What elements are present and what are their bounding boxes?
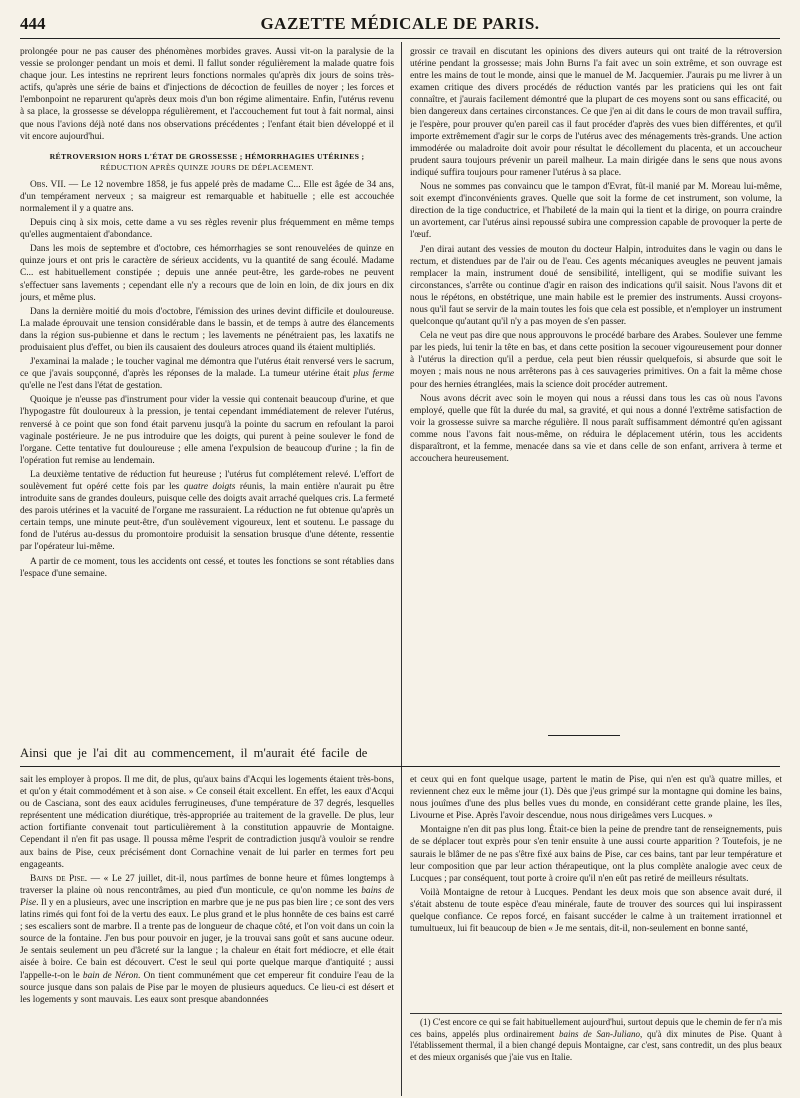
bottom-right-column — [410, 774, 782, 1010]
subsection-label: Bains de Pise. — [30, 873, 88, 884]
section-title-line: RÉTROVERSION HORS L'ÉTAT DE GROSSESSE ; HÉMORRHAGIES UTÉRINES ; — [49, 151, 365, 161]
paragraph: Cela ne veut pas dire que nous approuvons le procédé barbare des Arabes. Soulever une femme par les pieds, lui tenir la tête en bas, et dans cette position la secouer vigoureusement pour donner à l'utérus la direction qu'il a perdue, cela peut bien réussir quelquefois, si absurde que soit le moyen ; mais nous ne nous arrêterons pas à ces sauvageries primitives. On a fait la même chose pour des hernies étranglées, mais la science doit procéder autrement. — [410, 331, 782, 390]
emphasis: bains de San-Juliano — [559, 1028, 641, 1039]
page-header — [20, 12, 780, 39]
paragraph — [20, 873, 394, 1006]
text-run: La deuxième tentative de réduction fut heureuse ; l'utérus fut complétement relevé. L'effort de soulèvement fut opéré cette fois par les — [20, 469, 394, 492]
emphasis: quatre doigts — [183, 482, 236, 492]
horizontal-divider — [20, 766, 780, 767]
section-subtitle: RÉDUCTION APRÈS QUINZE JOURS DE DÉPLACEMENT. — [100, 162, 314, 172]
journal-title: GAZETTE MÉDICALE DE PARIS. — [260, 14, 540, 33]
paragraph: Nous avons décrit avec soin le moyen qui nous a réussi dans tous les cas où nous l'avons employé, quelle que fût la durée du mal, sa gravité, et qui nous a donné l'extrême satisfaction de voir la grossesse suivre sa marche régulière. Il nous paraît suffisamment démontré qu'en agissant comme nous l'avons fait nous-même, on réduira le déplacement utérin, tous les accidents disparaîtront, et la femme, menacée dans sa vie et dans celle de son enfant, arrivera à terme et accouchera heureusement. — [410, 393, 782, 465]
section-title — [20, 151, 394, 173]
text-run: (1) C'est encore ce qui se fait habituellement aujourd'hui, surtout depuis que le chemin de fer n'a mis ces bains, appelés plus ordinairement — [410, 1017, 782, 1039]
column-divider-bottom — [401, 770, 402, 1096]
text-run: . On tient communément que cet empereur fit conduire l'eau de la source jusque dans son palais de Pise par le moyen de plusieurs aqueducs. Ce lieu-ci est désert et les logements y sont mauvais. Les eaux sont presque abandonnées — [20, 970, 394, 1005]
top-right-column — [410, 46, 782, 674]
paragraph: J'en dirai autant des vessies de mouton du docteur Halpin, introduites dans le vagin ou dans le rectum, et distendues par de l'air ou de l'eau. Ces agents mécaniques aveugles ne peuvent jamais remplacer la main, instrument doué de sensibilité, intelligent, qui se modifie suivant les circonstances, s'arrête ou continue d'agir en raison des indications qu'il saisit. Nous l'avons dit et nous le répétons, en obstétrique, une main habile est le premier des instruments. Aussi croyons-nous qu'il faut se servir de la main toutes les fois que cela est possible, et n'employer un instrument quelconque qu'autant qu'il n'y a pas moyen de s'en passer. — [410, 244, 782, 328]
top-left-column — [20, 46, 394, 758]
text-run: qu'elle ne l'est dans l'état de gestation. — [20, 381, 163, 392]
paragraph: Voilà Montaigne de retour à Lucques. Pendant les deux mois que son absence avait duré, il s'était abstenu de toute espèce d'eau minérale, faute de trouver des sources qui lui inspirassent quelque confiance. Ce repos forcé, en faisant succéder le calme à un traitement irrationnel et tumultueux, lui fit beaucoup de bien « Je me sentais, dit-il, non-seulement en bonne santé, — [410, 887, 782, 935]
column-divider-top — [401, 42, 402, 772]
footnote-text — [410, 1017, 782, 1063]
paragraph: Nous ne sommes pas convaincu que le tampon d'Evrat, fût-il manié par M. Moreau lui-même, soit exempt d'inconvénients graves. Quelle que soit la forme de cet instrument, son volume, la direction de la tige conductrice, et l'habileté de la main qui la tient et la dirige, on pourra craindre un avortement, car l'utérus ainsi repoussé subira une compression capable de provoquer la perte de l'œuf. — [410, 182, 782, 241]
observation-label: Obs. VII. — [30, 179, 66, 190]
text-run: — « Le 27 juillet, dit-il, nous partîmes de bonne heure et fûmes longtemps à traverser la plaine où nous rencontrâmes, au pied d'un monticule, ce qu'on nomme les — [20, 873, 394, 896]
paragraph: Quoique je n'eusse pas d'instrument pour vider la vessie qui contenait beaucoup d'urine, et que l'hypogastre fût douloureux à la pression, je tentai cependant immédiatement de relever l'utérus, renversé à ce point que son fond était parvenu jusqu'à la pointe du sacrum en refoulant la paroi vaginale postérieure. Je ne pus introduire que les doigts, qui purent à peine soulever le fond de l'organe. Cette tentative fut douloureuse ; elle amena l'expulsion de beaucoup d'urine ; la fin de l'opération fut remise au lendemain. — [20, 395, 394, 466]
paragraph: Dans les mois de septembre et d'octobre, ces hémorrhagies se sont renouvelées de quinze en quinze jours et ont pris le caractère de sérieux accidents, vu la quantité de sang écoulé. Madame C... est habituellement constipée ; depuis une année peut-être, les garde-robes ne peuvent s'effectuer sans lavements ; cependant elle n'y a recours que de loin en loin, de dix jours en dix jours, et même plus. — [20, 244, 394, 303]
paragraph: A partir de ce moment, tous les accidents ont cessé, et toutes les fonctions se sont rétablies dans l'espace d'une semaine. — [20, 556, 394, 579]
paragraph — [20, 356, 394, 392]
paragraph: sait les employer à propos. Il me dit, de plus, qu'aux bains d'Acqui les logements étaient très-bons, et qu'on y était commodément et à son aise. » Ce conseil était excellent. En effet, les eaux d'Acqui ou de Casciana, sont des eaux acidules ferrugineuses, d'une température de 37 degrés, lesquelles représentent une médication diurétique, très-appropriée au traitement de la gravelle. De plus, leur action fortifiante convenait tout particulièrement à la constitution appauvrie de Montaigne. Cependant il n'en fit pas usage. Il poussa même l'esprit de contradiction jusqu'à vouloir se rendre aux bains de Pise, ceux précisément dont Cornachine venait de lui parler en termes fort peu engageants. — [20, 775, 394, 870]
paragraph — [20, 469, 394, 554]
emphasis: bains de Pise — [20, 885, 394, 908]
text-run: , qu'à dix minutes de Pise. Quant à l'établissement thermal, il a bien changé depuis Montaigne, car c'est, sans contredit, un des plus beaux et des mieux organisés que j'aie vus en Italie. — [410, 1028, 782, 1062]
emphasis: plus ferme — [353, 369, 394, 380]
footnote — [410, 1017, 782, 1095]
paragraph: Depuis cinq à six mois, cette dame a vu ses règles revenir plus fréquemment en même temps qu'elles augmentaient d'abondance. — [20, 218, 394, 241]
text-run: . Il y en a plusieurs, avec une inscription en marbre que je ne pus pas bien lire ; ce sont des vers latins rimés qui font foi de la vertu des eaux. Le plus grand et le plus honnête de ces bains est carré ; ses escaliers sont de marbre. Il a trente pas de longueur de chaque côté, et l'on voit dans un coin la source de la fontaine. J'en bus pour pouvoir en juger, je la trouvai sans goût et sans aucune odeur. Je sentais seulement un peu d'âcreté sur la langue ; la chaleur en était fort médiocre, et elle était aisée à boire. Ce bain est découvert. C'est le seul qui porte quelque marque d'antiquité ; aussi l'appelle-t-on le — [20, 897, 394, 981]
page-number: 444 — [20, 14, 46, 33]
text-run: réunis, la main entière n'aurait pu être introduite sans de grandes douleurs, puisque celle des doigts avait arraché quelques cris. La fermeté des parois utérines et la vacuité de l'organe me rassuraient. La réduction ne fut obtenue qu'après un certain temps, une minute peut-être, d'un soulèvement vigoureux, lent et soutenu. Le passage du fond de l'utérus au-dessus du promontoire produisit la sensation brusque d'une détente, ressentie par l'opérateur lui-même. — [20, 482, 394, 553]
paragraph: et ceux qui en font quelque usage, partent le matin de Pise, qui n'en est qu'à quatre milles, et reviennent chez eux le même jour (1). Dès que j'eus grimpé sur la montagne qui domine les bains, nous jouîmes d'une des plus belles vues du monde, en considérant cette grande plaine, les îles, Livourne et Pise. Après l'avoir descendue, nous nous dirigeâmes vers Lucques. » — [410, 775, 782, 822]
text-run: J'examinai la malade ; le toucher vaginal me démontra que l'utérus était renversé vers le sacrum, ce que j'avais soupçonné, d'après les réponses de la malade. La tumeur utérine était — [20, 357, 394, 380]
continuation-line: Ainsi que je l'ai dit au commencement, il m'aurait été facile de — [20, 746, 368, 760]
footnote-rule — [410, 1013, 782, 1014]
paragraph: Dans la dernière moitié du mois d'octobre, l'émission des urines devint difficile et douloureuse. La malade éprouvait une tension considérable dans le bassin, et de temps à autre des élancements dans la région sus-pubienne et dans le rectum ; les lavements ne pénétraient pas, les laxatifs ne produisaient plus d'effet, ou bien ils causaient des douleurs atroces quand ils étaient multipliés. — [20, 306, 394, 353]
bottom-left-column — [20, 774, 394, 1092]
observation-text: — Le 12 novembre 1858, je fus appelé près de madame C... Elle est âgée de 34 ans, d'un tempérament nerveux ; sa maigreur est remarquable et habituelle ; elle est accouchée normalement il y a quatre ans. — [20, 179, 394, 214]
section-end-rule — [548, 735, 620, 736]
paragraph: Montaigne n'en dit pas plus long. Était-ce bien la peine de prendre tant de renseignements, puis de se déplacer tout exprès pour s'en tenir ensuite à une aussi courte apparition ? Toutefois, je ne saurais le blâmer de ne pas s'être fixé aux bains de Pise, car ces bains, tant par leur température et leur composition que par leur action thérapeutique, ont la plus complète analogie avec ceux de Lucques ; par conséquent, tout porte à croire qu'il n'en eût pas retiré de meilleurs résultats. — [410, 825, 782, 884]
paragraph: grossir ce travail en discutant les opinions des divers auteurs qui ont traité de la rétroversion utérine pendant la grossesse; mais John Burns l'a fait avec un soin extrême, et son ouvrage est entre les mains de tout le monde, ainsi que le manuel de M. Jacquemier. J'aurais pu me livrer à un examen critique des divers procédés de réduction vantés par les praticiens qui les ont fait connaître, et j'aurais facilement démontré que la plupart de ces moyens sont ou sans efficacité, ou bien dangereux dans certaines circonstances. Ce que j'en ai dit dans le cours de mon travail suffira, je l'espère, pour prouver qu'en pareil cas il faut procéder d'après des vues bien différentes, et qu'il importe extrêmement d'agir sur le corps de l'utérus avec des ménagements très-grands. Une action immodérée ou maladroite doit avoir pour résultat le décollement du placenta, et un accoucheur prudent saura toujours prévenir un pareil malheur. La main dirigée dans le sens que nous avons indiqué suffira toujours pour ramener l'utérus à sa place. — [410, 47, 782, 178]
paragraph: prolongée pour ne pas causer des phénomènes morbides graves. Aussi vit-on la paralysie de la vessie se prolonger pendant un mois et demi. Il fallut sonder régulièrement la malade quatre fois chaque jour. Les intestins ne reprirent leurs fonctions normales qu'après dix jours de soins très-actifs, qu'après une série de bains et d'injections de décoction de feuilles de noyer ; les forces et l'embonpoint ne reparurent qu'après deux mois d'un bon régime alimentaire. Enfin, l'utérus revenu à sa place, la grossesse se développa régulièrement, et l'accouchement fut tout à fait normal, ainsi que nous l'avions déjà noté dans nos observations précédentes ; l'enfant était bien développé et il vit encore aujourd'hui. — [20, 47, 394, 142]
emphasis: bain de Néron — [82, 970, 139, 981]
observation-paragraph — [20, 179, 394, 215]
